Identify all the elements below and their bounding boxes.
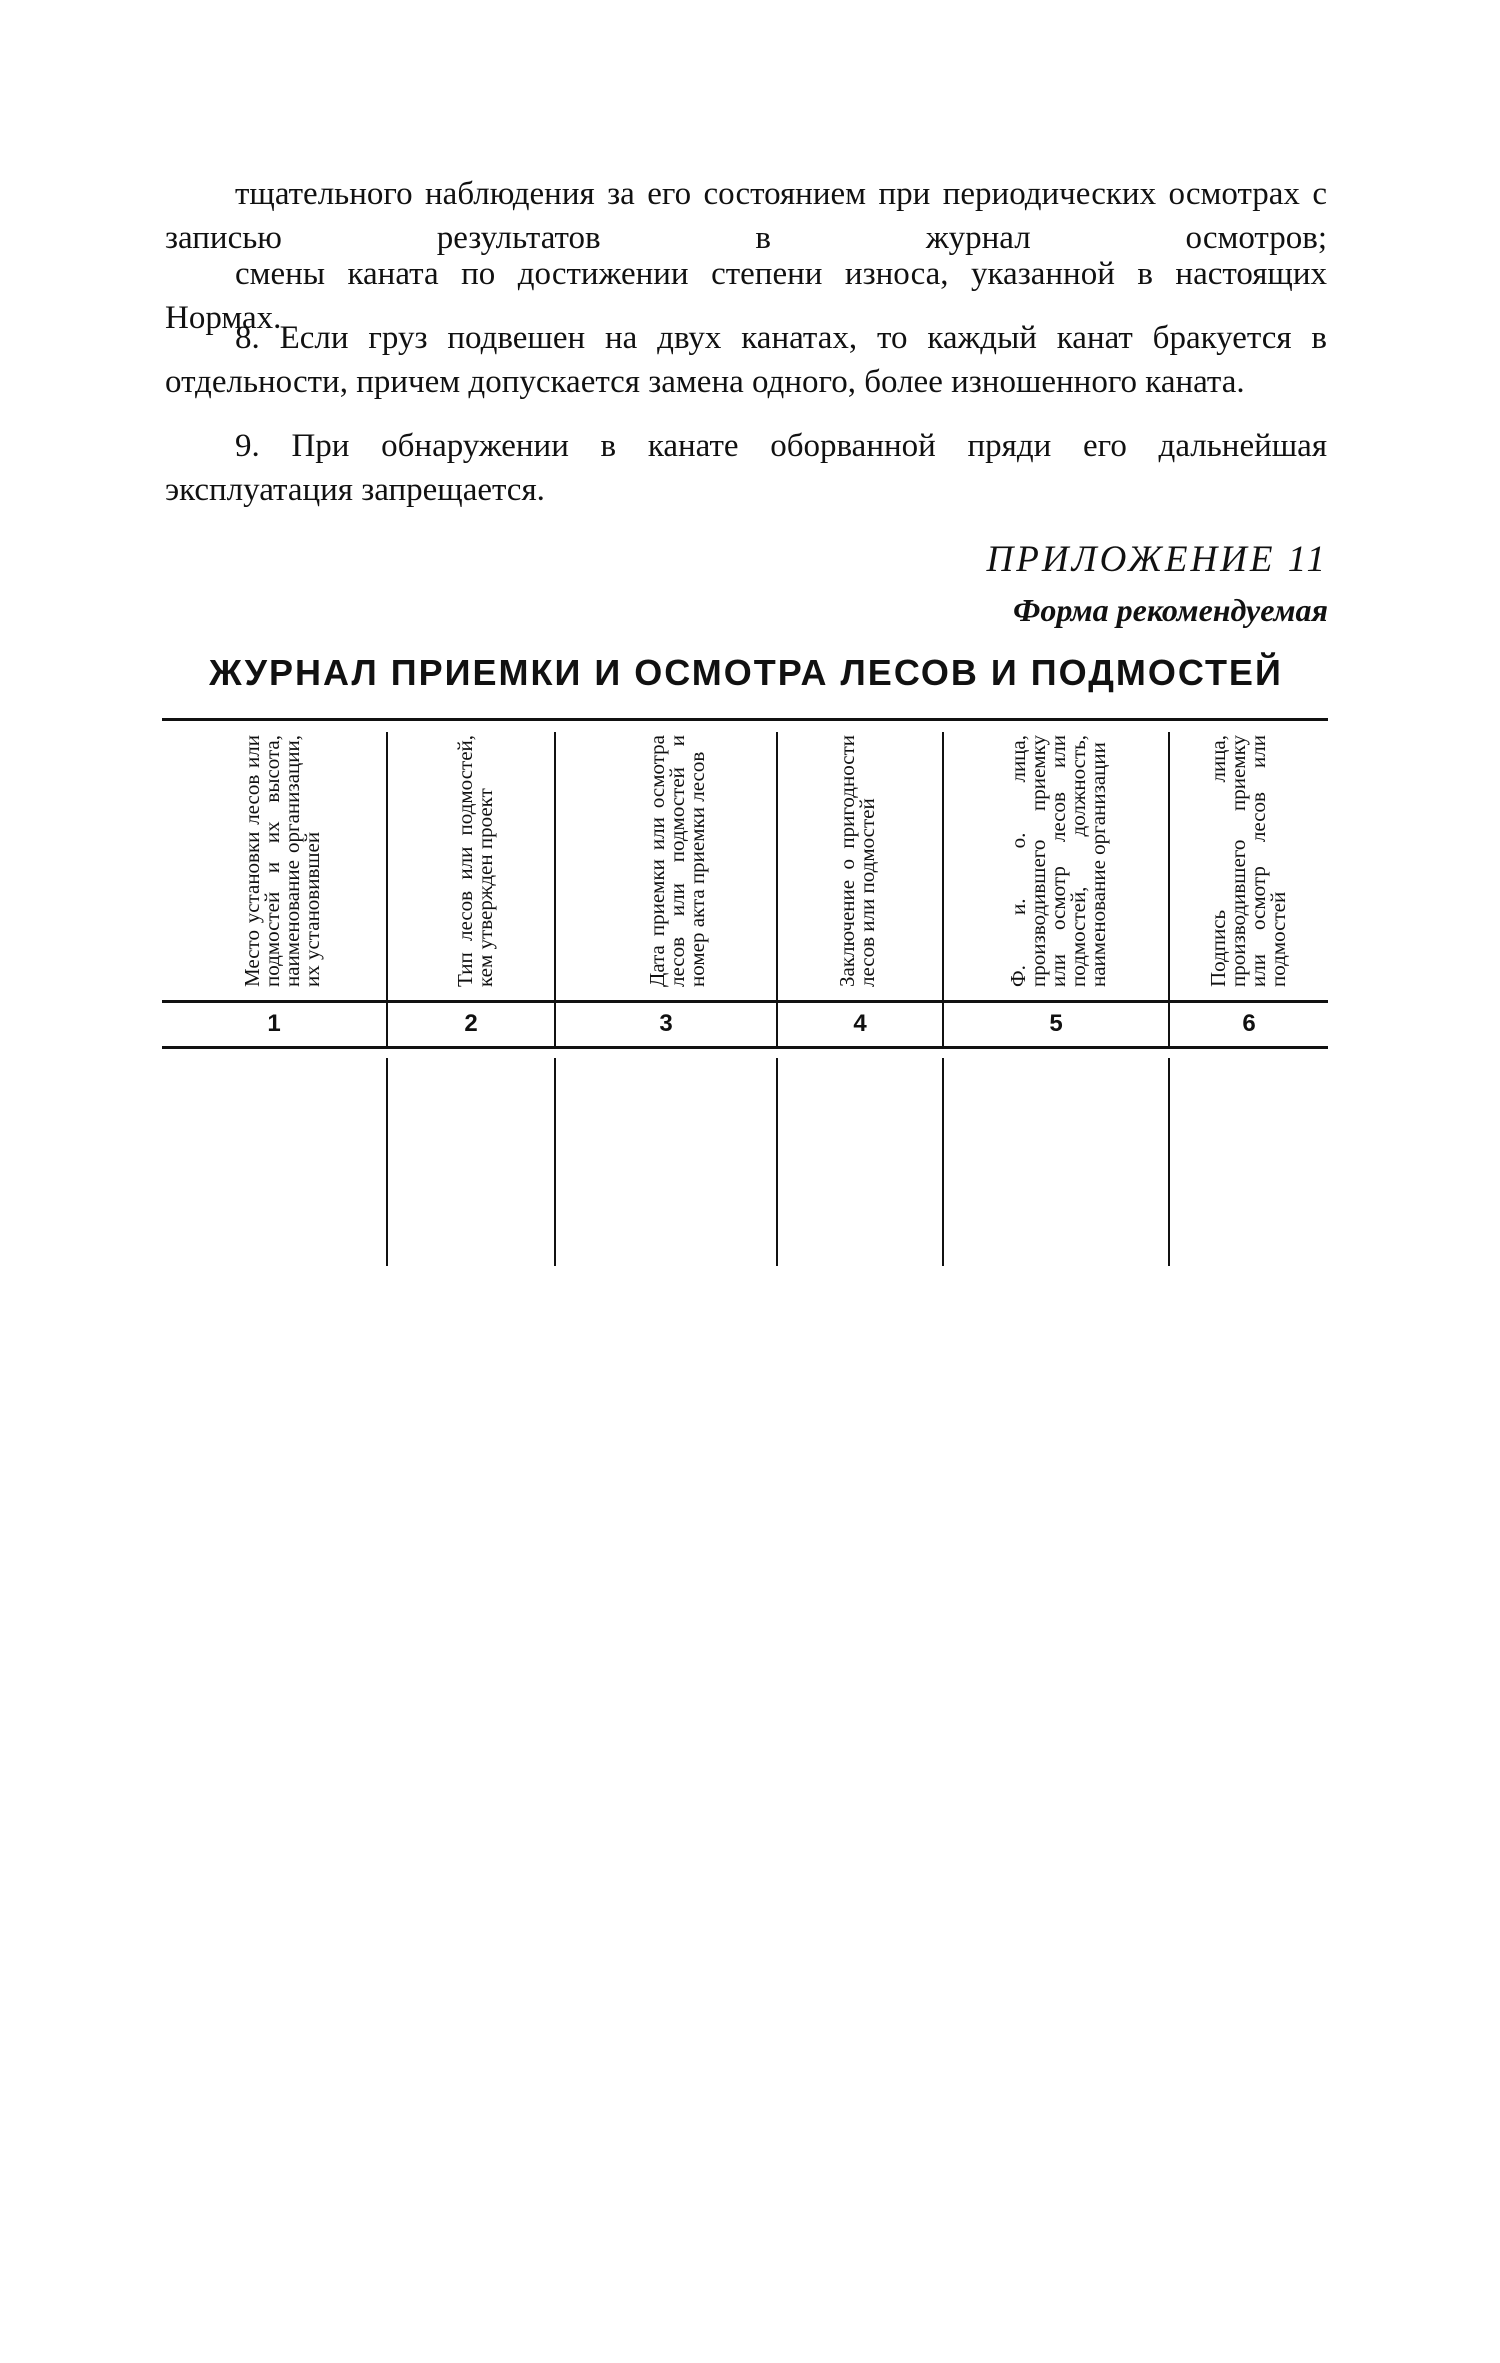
column-number-2: 2 [464,1010,478,1037]
body-separator-1 [386,1058,388,1266]
paragraph-observation: тщательного наблюдения за его состоянием при периодических осмотрах с записью результатов в журнал осмотров; [165,176,1327,256]
paragraph-item-8: 8. Если груз подвешен на двух канатах, то каждый канат бракуется в отдельности, причем допускается замена одного, более изношенного каната. [165,320,1327,400]
form-type-label: Форма рекомендуемая [1013,592,1328,628]
column-header-type-text: Тип лесов или подмостей, кем утвержден проект [453,735,497,987]
paragraph-item-9: 9. При обнаружении в канате оборванной пряди его дальнейшая эксплуатация запрещается. [165,428,1327,508]
column-header-location [192,727,372,995]
column-separator-1 [386,732,388,1046]
column-header-inspector [960,727,1156,995]
column-separator-3 [776,732,778,1046]
column-header-conclusion [802,727,912,995]
column-header-type [420,727,530,995]
body-separator-3 [776,1058,778,1266]
column-number-4: 4 [853,1010,867,1037]
column-number-3: 3 [659,1010,673,1037]
table-top-rule [162,718,1328,721]
column-number-5: 5 [1049,1010,1063,1037]
column-number-6: 6 [1242,1010,1256,1037]
column-number-1: 1 [267,1010,281,1037]
body-separator-4 [942,1058,944,1266]
column-header-date-text: Дата приемки или осмотра лесов или подмостей и номер акта приемки лесов [645,735,709,987]
body-separator-2 [554,1058,556,1266]
table-number-rule [162,1046,1328,1049]
table-header-rule [162,1000,1328,1003]
journal-title: ЖУРНАЛ ПРИЕМКИ И ОСМОТРА ЛЕСОВ И ПОДМОСТЕЙ [209,652,1283,693]
column-header-location-text: Место установки лесов или подмостей и их высота, наименование организации, их установившей [240,735,324,987]
column-header-signature-text: Подпись лица, производившего приемку или осмотр лесов или подмостей [1206,735,1290,987]
appendix-label: ПРИЛОЖЕНИЕ 11 [986,539,1328,580]
column-header-date [592,727,762,995]
column-separator-2 [554,732,556,1046]
paragraph-rope-replacement: смены каната по достижении степени износа, указанной в настоящих Нормах. [165,256,1327,336]
column-header-inspector-text: Ф. и. о. лица, производившего приемку или осмотр лесов или подмостей, должность, наименование организации [1006,735,1110,987]
column-separator-4 [942,732,944,1046]
body-separator-5 [1168,1058,1170,1266]
column-header-conclusion-text: Заключение о пригодности лесов или подмостей [835,735,879,987]
column-header-signature [1178,727,1318,995]
column-separator-5 [1168,732,1170,1046]
